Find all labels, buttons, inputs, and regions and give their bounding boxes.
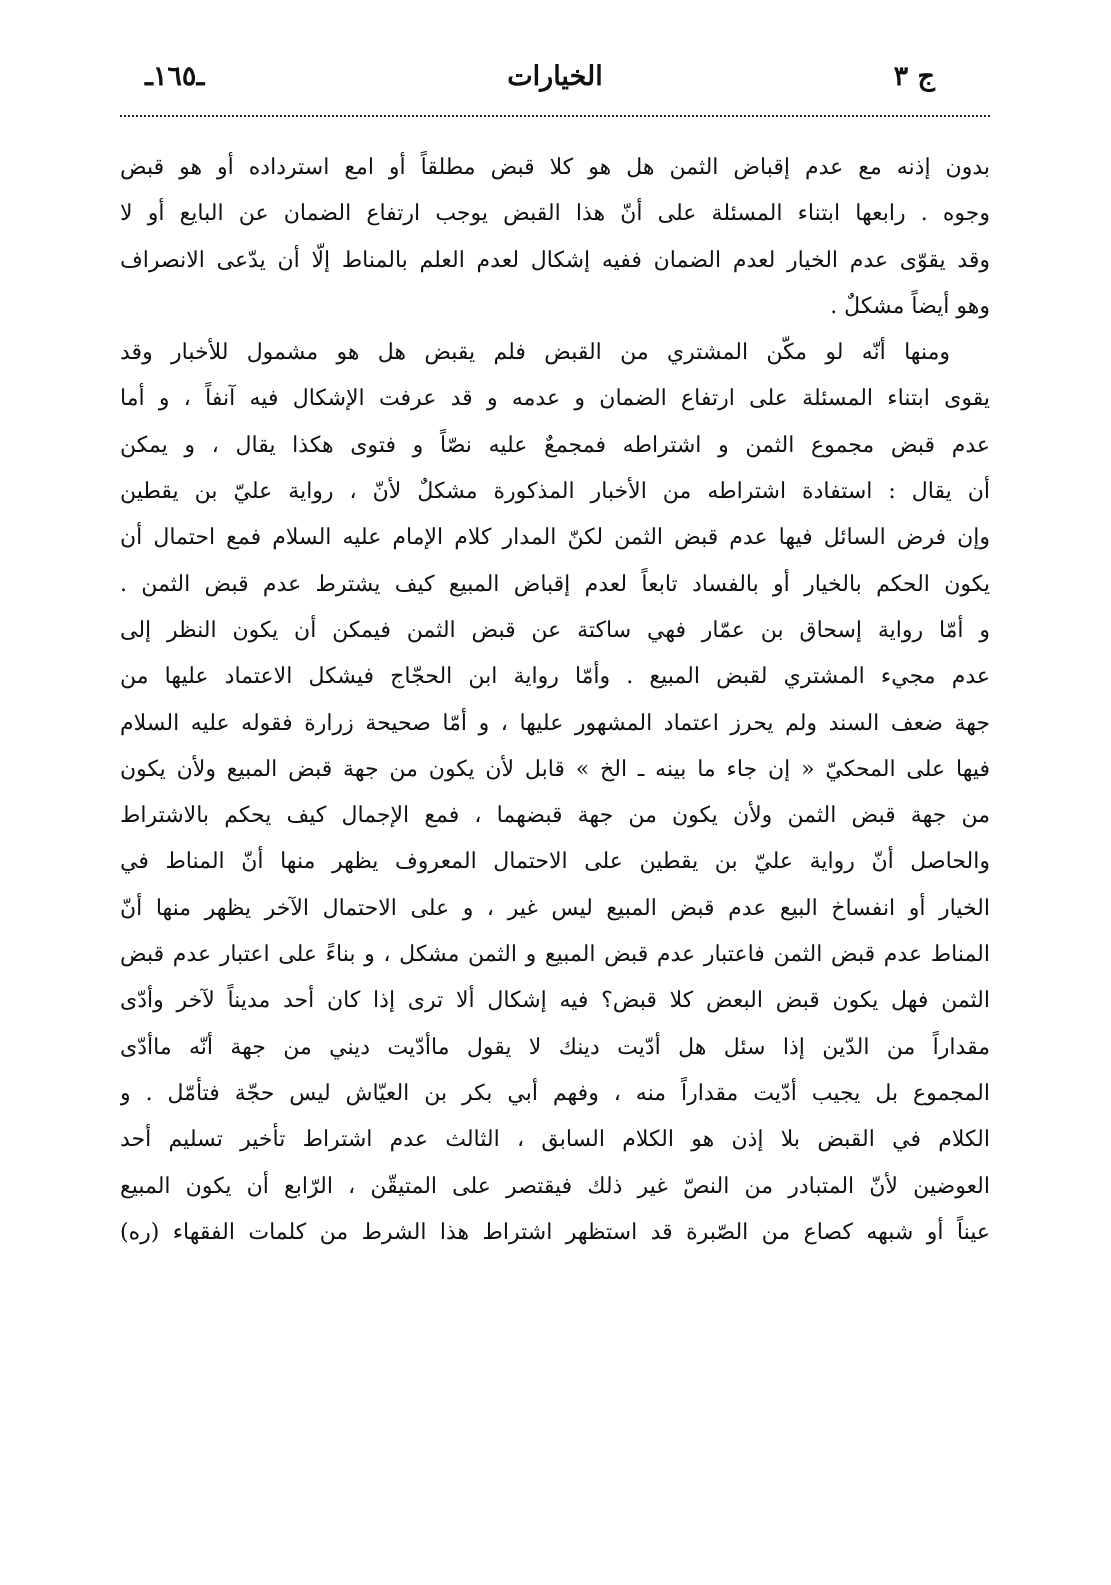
text-line: ومنها أنّه لو مكّن المشتري من القبض فلم يقبض هل هو مشمول للأخبار وقد [120,340,950,366]
text-line: و أمّا رواية إسحاق بن عمّار فهي ساكتة عن قبض الثمن فيمكن أن يكون النظر إلى [120,617,990,643]
chapter-title: الخيارات [507,61,603,92]
text-line: وجوه . رابعها ابتناء المسئلة على أنّ هذا القبض يوجب ارتفاع الضمان عن البايع أو لا [120,201,990,227]
header-divider [120,115,990,117]
text-line: الثمن فهل يكون قبض البعض كلا قبض؟ فيه إشكال ألا ترى إذا كان أحد مديناً لآخر وأدّى [120,988,990,1014]
text-line: عيناً أو شبهه كصاع من الصّبرة قد استظهر اشتراط هذا الشرط من كلمات الفقهاء (ره) [120,1219,990,1245]
text-line: وقد يقوّى عدم الخيار لعدم الضمان ففيه إشكال لعدم العلم بالمناط إلّا أن يدّعى الانصراف [120,247,990,273]
book-page [120,55,990,1535]
text-line: الخيار أو انفساخ البيع عدم قبض المبيع ليس غير ، و على الاحتمال الآخر يظهر منها أنّ [120,895,990,921]
text-line: يقوى ابتناء المسئلة على ارتفاع الضمان و عدمه و قد عرفت الإشكال فيه آنفاً ، و أما [120,386,990,412]
text-line: أن يقال : استفادة اشتراطه من الأخبار المذكورة مشكلٌ لأنّ ، رواية عليّ بن يقطين [120,479,990,505]
text-line: المناط عدم قبض الثمن فاعتبار عدم قبض المبيع و الثمن مشكل ، و بناءً على اعتبار عدم قبض [120,942,990,968]
text-line: وهو أيضاً مشكلٌ . [830,293,990,319]
text-line: وإن فرض السائل فيها عدم قبض الثمن لكنّ المدار كلام الإمام عليه السلام فمع احتمال أن [120,525,990,551]
text-line: العوضين لأنّ المتبادر من النصّ غير ذلك فيقتصر على المتيقّن ، الرّابع أن يكون المبيع [120,1173,990,1199]
text-line: بدون إذنه مع عدم إقباض الثمن هل هو كلا قبض مطلقاً أو امع استرداده أو هو قبض [120,155,990,180]
body-text [120,145,990,1256]
text-line: يكون الحكم بالخيار أو بالفساد تابعاً لعدم إقباض المبيع كيف يشترط عدم قبض الثمن . [120,571,990,597]
page-number: ـ١٦٥ـ [145,61,205,92]
text-line: المجموع بل يجيب أدّيت مقداراً منه ، وفهم أبي بكر بن العيّاش ليس حجّة فتأمّل . و [120,1080,990,1106]
text-line: مقداراً من الدّين إذا سئل هل أدّيت دينك لا يقول ماأدّيت ديني من جهة أنّه ماأدّى [120,1034,990,1060]
text-line: الكلام في القبض بلا إذن هو الكلام السابق ، الثالث عدم اشتراط تأخير تسليم أحد [120,1127,990,1153]
text-line: عدم مجيء المشتري لقبض المبيع . وأمّا رواية ابن الحجّاج فيشكل الاعتماد عليها من [120,664,990,690]
text-line: عدم قبض مجموع الثمن و اشتراطه فمجمعٌ عليه نصّاً و فتوى هكذا يقال ، و يمكن [120,432,990,458]
volume-label: ج ٣ [893,61,935,92]
text-line: فيها على المحكيّ « إن جاء ما بينه ـ الخ » قابل لأن يكون من جهة قبض المبيع ولأن يكون [120,756,990,782]
text-line: والحاصل أنّ رواية عليّ بن يقطين على الاحتمال المعروف يظهر منها أنّ المناط في [120,849,990,875]
running-header [120,55,990,107]
text-line: جهة ضعف السند ولم يحرز اعتماد المشهور عليها ، و أمّا صحيحة زرارة فقوله عليه السلام [120,710,990,736]
text-line: من جهة قبض الثمن ولأن يكون من جهة قبضهما ، فمع الإجمال كيف يحكم بالاشتراط [120,803,990,829]
